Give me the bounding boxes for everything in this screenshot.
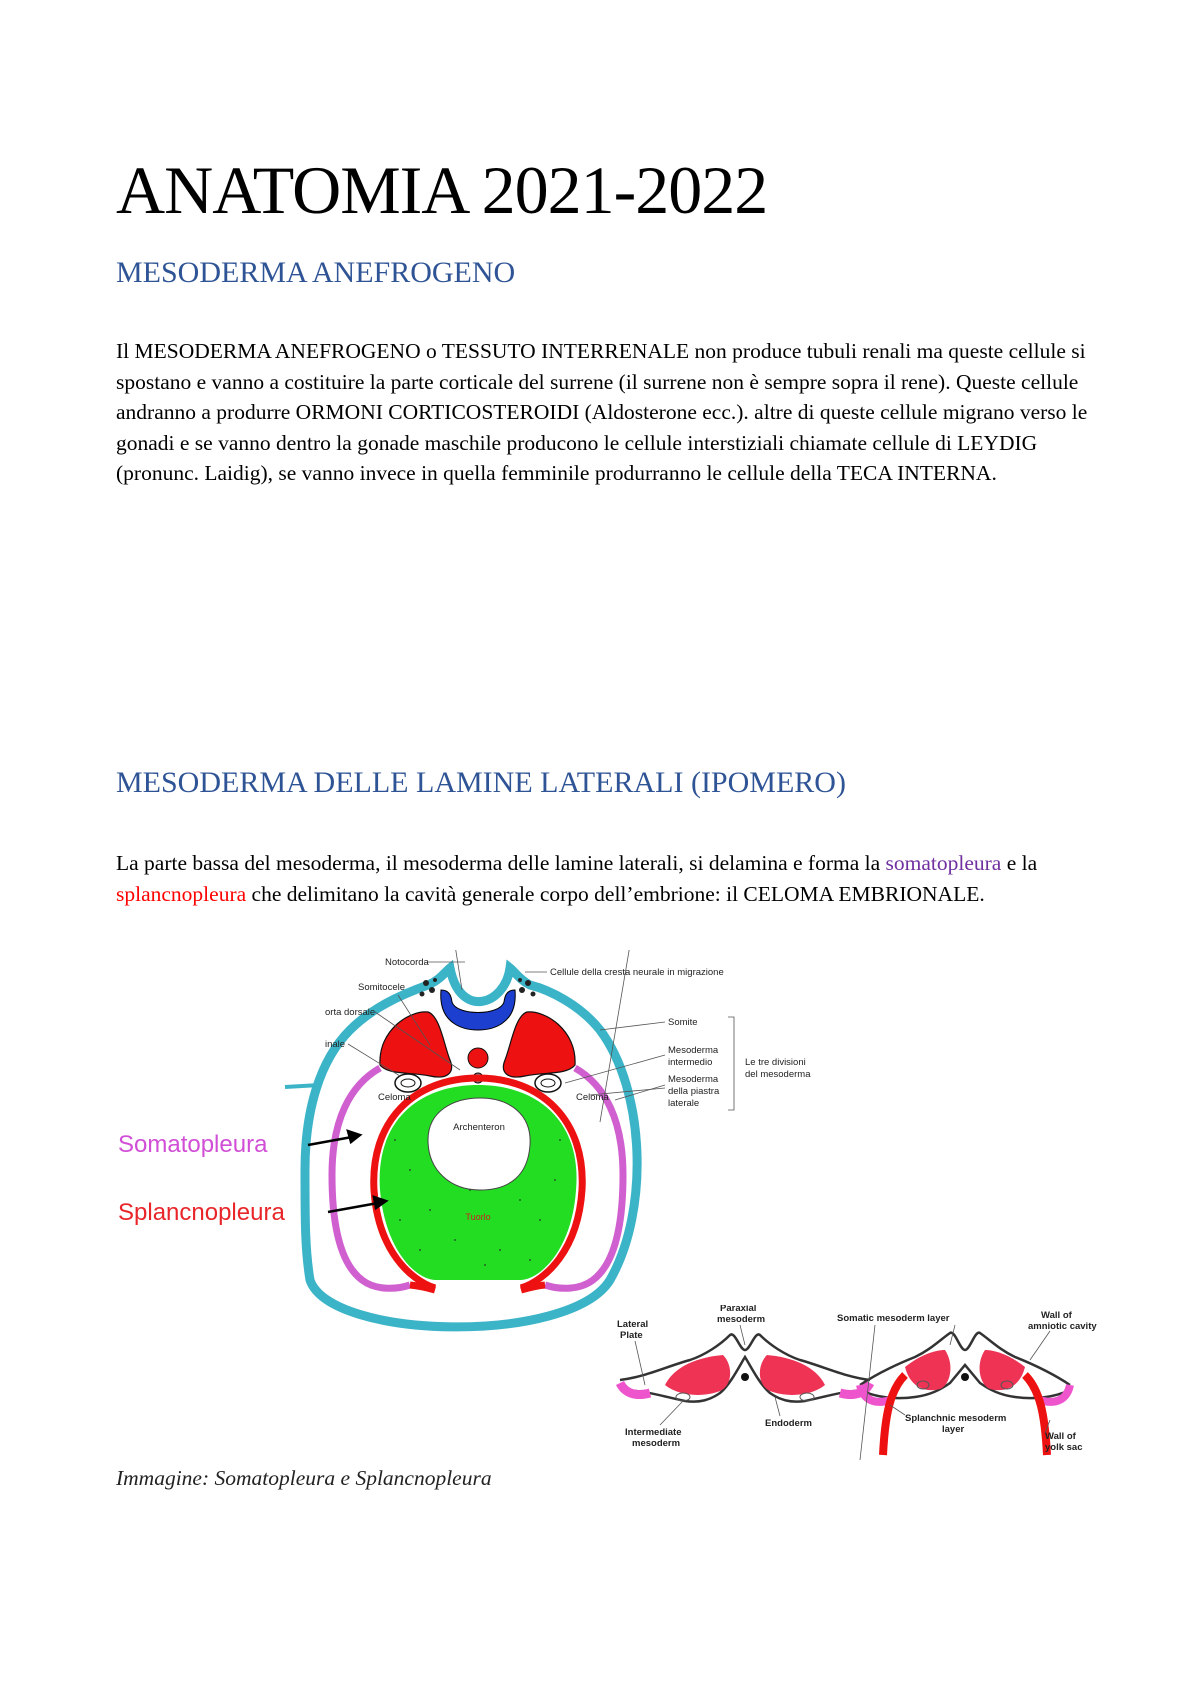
label-somite: Somite [668,1017,698,1028]
label-splancnopleura-big: Splancnopleura [118,1199,285,1226]
label-meso-intermedio-2: intermedio [668,1057,713,1068]
notochord [468,1048,488,1068]
label-paraxial-1: Paraxial [720,1305,757,1314]
splanchnic-layer-right [883,1375,905,1455]
label-inale: inale [325,1039,346,1050]
label-lateral-2: Plate [620,1330,643,1341]
label-meso-laterale-1: Mesoderma [668,1074,719,1085]
label-intermediate-1: Intermediate [625,1427,682,1438]
label-celoma-right: Celoma [576,1092,609,1103]
paragraph-anefrogeno: Il MESODERMA ANEFROGENO o TESSUTO INTERRENALE non produce tubuli renali ma queste cellule si spostano e vanno a costituire la parte corticale del surrene (il surrene non è sempre sopra il rene). Queste cellule andranno a produrre ORMONI CORTICOSTEROIDI (Aldosterone ecc.). altre di queste cellule migrano verso le gonadi e se vanno dentro la gonade maschile producono le cellule interstiziali chiamate cellule di LEYDIG (pronunc. Laidig), se vanno invece in quella femminile produrranno le cellule della TECA INTERNA. [116,339,1088,485]
label-intermediate-2: mesoderm [632,1438,681,1449]
neural-tube [441,990,515,1030]
label-wall-amnio-2: amniotic cavity [1028,1321,1097,1332]
label-paraxial-2: mesoderm [717,1314,766,1325]
label-celoma-left: Celoma [378,1092,411,1103]
label-cresta-neurale: Cellule della cresta neurale in migrazione [550,967,724,978]
somite-left [380,1012,452,1077]
section-heading-lamine-laterali: MESODERMA DELLE LAMINE LATERALI (IPOMERO) [116,766,846,799]
paraxial-right-a [905,1350,950,1390]
label-tre-divisioni-1: Le tre divisioni [745,1057,806,1068]
label-meso-laterale-2: della piastra [668,1086,720,1097]
lateral-plate-left [620,1383,650,1395]
label-notocorda: Notocorda [385,957,429,968]
label-archenteron: Archenteron [453,1122,505,1133]
document-title: ANATOMIA 2021-2022 [116,152,768,228]
label-wall-yolk-2: yolk sac [1045,1442,1083,1453]
figure-caption: Immagine: Somatopleura e Splancnopleura [116,1466,492,1490]
term-somatopleura: somatopleura [885,851,1002,875]
embryo-cross-section-figure [110,950,850,1340]
label-aorta-dorsale: orta dorsale [325,1007,376,1018]
label-splanchnic-1: Splanchnic mesoderm [905,1413,1007,1424]
paraxial-left-b [760,1355,825,1395]
label-wall-yolk-1: Wall of [1045,1431,1076,1442]
label-tre-divisioni-2: del mesoderma [745,1069,811,1080]
label-meso-laterale-3: laterale [668,1098,700,1109]
label-wall-amnio-1: Wall of [1041,1310,1072,1321]
paragraph-lamine-laterali: La parte bassa del mesoderma, il mesoderma delle lamine laterali, si delamina e forma la somatopleura e la splancnopleura che delimitano la cavità generale corpo dell’embrione: il CELOMA EMBRIONALE. [116,851,1038,906]
paraxial-left-a [665,1355,730,1395]
lateral-plate-figure [605,1305,1125,1465]
term-splancnopleura: splancnopleura [116,881,247,906]
somite-right [503,1012,575,1077]
label-meso-intermedio-1: Mesoderma [668,1045,719,1056]
label-splanchnic-2: layer [942,1424,965,1435]
somatic-layer-right [860,1385,890,1402]
label-lateral-1: Lateral [617,1319,649,1330]
intermediate-mesoderm-right [535,1074,561,1092]
label-somatopleura-big: Somatopleura [118,1131,268,1158]
label-endoderm: Endoderm [765,1418,812,1429]
label-somitocele: Somitocele [358,982,405,993]
label-somatic-layer: Somatic mesoderm layer [837,1313,950,1324]
archenteron [428,1098,530,1190]
intermediate-mesoderm-left [395,1074,421,1092]
section-heading-anefrogeno: MESODERMA ANEFROGENO [116,256,516,289]
label-tuorlo: Tuorlo [465,1212,491,1222]
paraxial-right-b [980,1350,1025,1390]
